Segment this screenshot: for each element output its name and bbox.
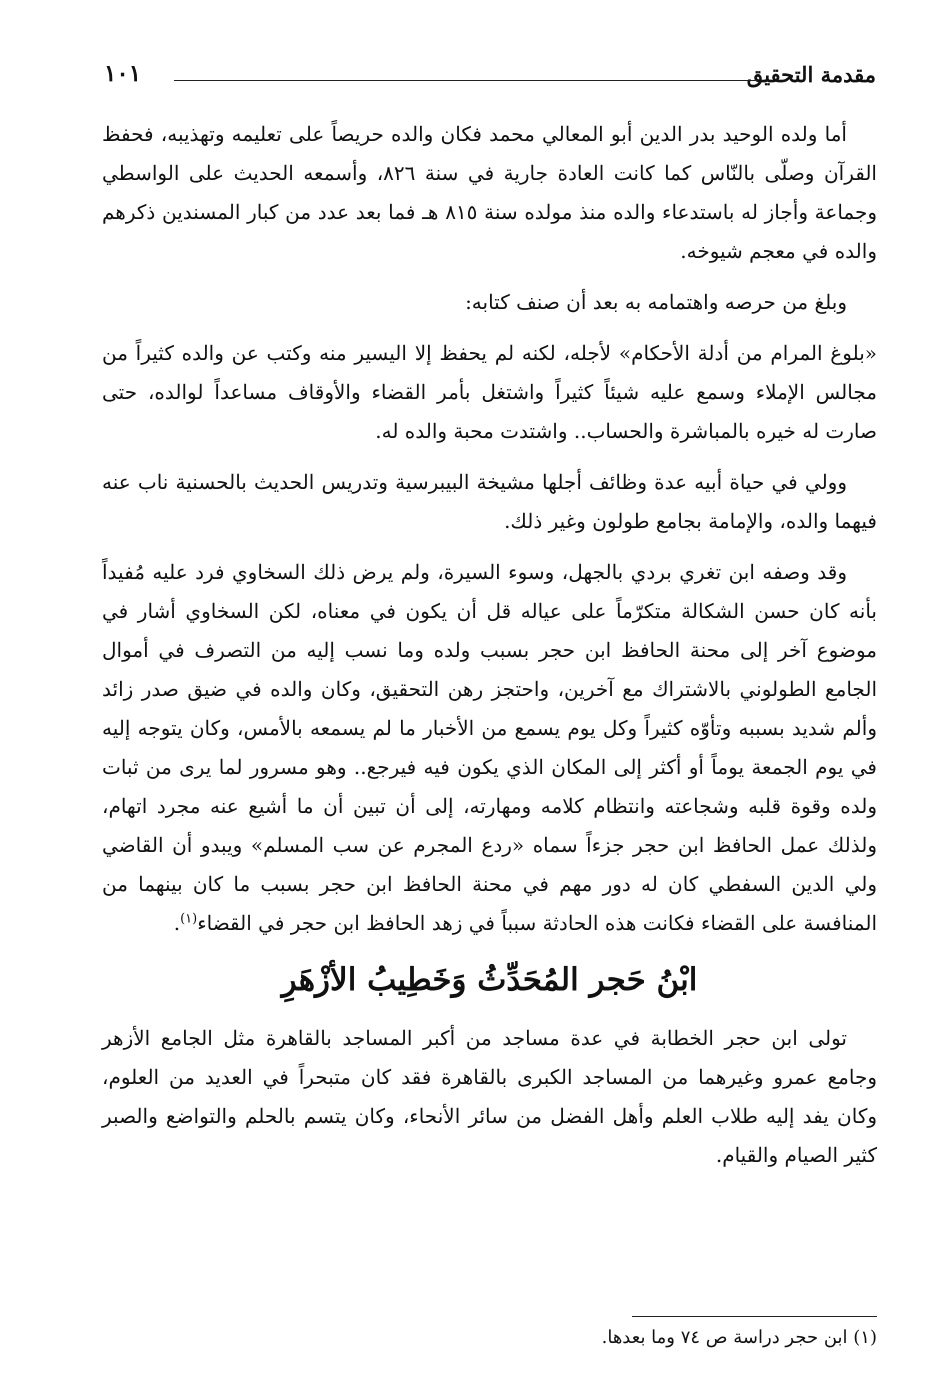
paragraph-6: تولى ابن حجر الخطابة في عدة مساجد من أكبر المساجد بالقاهرة مثل الجامع الأزهر وجامع عمرو وغيرهما من المساجد الكبرى بالقاهرة فقد كان متبحراً في العديد من العلوم، وكان يفد إليه طلاب العلم وأهل الفضل من سائر الأنحاء، وكان يتسم بالحلم والتواضع والصبر كثير الصيام والقيام. (102, 1026, 877, 1167)
paragraph-5-end: . (173, 911, 181, 935)
paragraph-3: «بلوغ المرام من أدلة الأحكام» لأجله، لكنه لم يحفظ إلا اليسير منه وكتب عن والده كثيراً من مجالس الإملاء وسمع عليه شيئاً كثيراً واشتغل بأمر القضاء والأوقاف مساعداً لوالده، حتى صارت له خيره بالمباشرة والحساب.. واشتدت محبة والده له. (102, 341, 877, 443)
paragraph-5-text: وقد وصفه ابن تغري بردي بالجهل، وسوء السيرة، ولم يرض ذلك السخاوي فرد عليه مُفيداً بأنه كان حسن الشكالة متكرّماً على عياله قل أن يكون في معناه، لكن السخاوي أشار في موضوع آخر إلى محنة الحافظ ابن حجر بسبب ولده وما نسب إليه من التصرف في أموال الجامع الطولوني بالاشتراك مع آخرين، واحتجز رهن التحقيق، وكان والده في ضيق صدر زائد وألم شديد بسببه وتأوّه كثيراً وكل يوم يسمع من الأخبار ما لم يسمعه بالأمس، وكان يتوجه إليه في يوم الجمعة يوماً أو أكثر إلى المكان الذي يكون فيه فيرجع.. وهو مسرور لما يرى من ثبات ولده وقوة قلبه وشجاعته وانتظام كلامه ومهارته، إلى أن تبين أن ما أشيع عنه مجرد اتهام، ولذلك عمل الحافظ ابن حجر جزءاً سماه «ردع المجرم عن سب المسلم» ويبدو أن القاضي ولي الدين السفطي كان له دور مهم في محنة الحافظ ابن حجر بسبب ما كان بينهما من المنافسة على القضاء فكانت هذه الحادثة سبباً في زهد الحافظ ابن حجر في القضاء (102, 560, 877, 935)
page-number: ١٠١ (104, 60, 142, 87)
section-heading: ابْنُ حَجر المُحَدِّثُ وَخَطِيبُ الأزْهَرِ (281, 962, 698, 998)
footnote-reference: (١) (180, 911, 198, 927)
header-rule (174, 80, 758, 81)
paragraph-4: وولي في حياة أبيه عدة وظائف أجلها مشيخة البيبرسية وتدريس الحديث بالحسنية ناب عنه فيهما والده، والإمامة بجامع طولون وغير ذلك. (102, 470, 877, 533)
footnote-rule (632, 1316, 877, 1317)
paragraph-2: وبلغ من حرصه واهتمامه به بعد أن صنف كتابه: (465, 290, 847, 314)
paragraph-1: أما ولده الوحيد بدر الدين أبو المعالي محمد فكان والده حريصاً على تعليمه وتهذيبه، فحفظ القرآن وصلّى بالنّاس كما كانت العادة جارية في سنة ٨٢٦، وأسمعه الحديث على الواسطي وجماعة وأجاز له باستدعاء والده منذ مولده سنة ٨١٥ هـ فما بعد عدد من كبار المسندين ذكرهم والده في معجم شيوخه. (102, 122, 878, 263)
footnote: (١) ابن حجر دراسة ص ٧٤ وما بعدها. (601, 1327, 877, 1348)
paragraph-5 (102, 553, 877, 943)
running-title: مقدمة التحقيق (746, 62, 876, 87)
page-header (104, 58, 876, 98)
body-text (102, 115, 877, 1187)
